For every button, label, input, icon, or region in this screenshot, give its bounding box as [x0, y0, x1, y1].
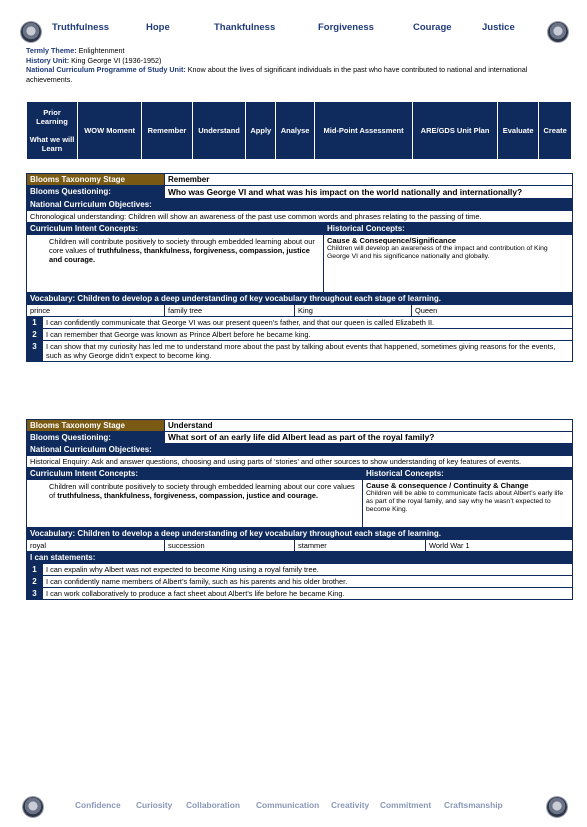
blooms-stage-label: Blooms Taxonomy Stage	[27, 174, 165, 186]
value-craftsmanship: Craftsmanship	[444, 800, 503, 810]
school-values-header	[40, 22, 547, 38]
statement-number: 1	[27, 564, 43, 576]
value-hope: Hope	[146, 22, 170, 33]
historical-concepts-label: Historical Concepts:	[363, 468, 573, 480]
statement-number: 2	[27, 576, 43, 588]
i-can-statement: I can expalin why Albert was not expected to become King using a royal family tree.	[43, 564, 573, 576]
statement-number: 3	[27, 588, 43, 600]
progression-analyse: Analyse	[276, 102, 315, 160]
progression-evaluate: Evaluate	[498, 102, 539, 160]
blooms-questioning-value: Who was George VI and what was his impact on the world nationally and internationally?	[165, 186, 573, 199]
vocab-word: prince	[27, 305, 165, 317]
blooms-questioning-value: What sort of an early life did Albert lead as part of the royal family?	[165, 432, 573, 444]
progression-create: Create	[539, 102, 572, 160]
curriculum-intent-text: Children will contribute positively to society through embedded learning about our core values of truthfulness, thankfulness, forgiveness, compassion, justice and courage.	[27, 480, 363, 528]
value-communication: Communication	[256, 800, 320, 810]
value-courage: Courage	[413, 22, 452, 33]
nc-objectives-label: National Curriculum Objectives:	[27, 444, 573, 456]
i-can-statement: I can confidently name members of Albert’s family, such as his parents and his older brother.	[43, 576, 573, 588]
progression-understand: Understand	[192, 102, 246, 160]
value-curiosity: Curiosity	[136, 800, 173, 810]
historical-concepts-label: Historical Concepts:	[324, 223, 573, 235]
vocab-word: stammer	[295, 540, 426, 551]
vocabulary-label: Vocabulary: Children to develop a deep understanding of key vocabulary throughout each stage of learning.	[27, 293, 573, 305]
curriculum-intent-text: Children will contribute positively to society through embedded learning about our core values of truthfulness, thankfulness, forgiveness, compassion, justice and courage.	[27, 235, 324, 293]
vocabulary-label: Vocabulary: Children to develop a deep understanding of key vocabulary throughout each stage of learning.	[27, 528, 573, 540]
value-confidence: Confidence	[75, 800, 121, 810]
value-collaboration: Collaboration	[186, 800, 240, 810]
value-justice: Justice	[482, 22, 515, 33]
statement-number: 2	[27, 329, 43, 341]
unit-block-remember	[26, 173, 573, 362]
curriculum-intent-label: Curriculum Intent Concepts:	[27, 223, 324, 235]
blooms-stage-label: Blooms Taxonomy Stage	[27, 420, 165, 432]
i-can-statement: I can remember that George was known as Prince Albert before he became king.	[43, 329, 573, 341]
blooms-stage-value: Remember	[165, 174, 573, 186]
vocab-word: family tree	[165, 305, 295, 317]
school-values-footer	[60, 800, 527, 814]
progression-prior-learning: Prior Learning What we will Learn	[27, 102, 78, 160]
learning-progression-bar	[26, 101, 572, 160]
history-unit-value: King George VI (1936-1952)	[71, 55, 162, 65]
vocab-word: succession	[165, 540, 295, 552]
i-can-statement: I can confidently communicate that George VI was our present queen’s father, and that our queen is called Elizabeth II.	[43, 317, 573, 329]
progression-remember: Remember	[142, 102, 192, 160]
school-crest-icon	[21, 22, 41, 42]
school-crest-icon	[23, 797, 43, 817]
vocab-word: Queen	[415, 306, 438, 315]
history-unit-label: History Unit:	[26, 55, 70, 65]
termly-theme-label: Termly Theme:	[26, 46, 77, 55]
unit-block-understand	[26, 419, 573, 600]
progression-apply: Apply	[246, 102, 276, 160]
statement-number: 1	[27, 317, 43, 329]
school-crest-icon	[547, 797, 567, 817]
value-creativity: Creativity	[331, 800, 370, 810]
nc-programme-value: Know about the lives of significant individuals in the past who have contributed to national and international achievements.	[26, 65, 528, 84]
blooms-questioning-label: Blooms Questioning:	[27, 432, 165, 444]
progression-are-gds: ARE/GDS Unit Plan	[413, 102, 498, 160]
value-truthfulness: Truthfulness	[52, 22, 110, 33]
historical-concepts-text: Cause & Consequence/Significance Children will develop an awareness of the impact and contribution of King George VI and his significance nationally and globally.	[324, 235, 573, 293]
statement-number: 3	[27, 341, 43, 362]
historical-concepts-text: Cause & consequence / Continuity & Change Children will be able to communicate facts about Albert’s early life as part of the royal family, and say why he wasn’t expected to become King.	[363, 480, 573, 528]
vocab-word: royal	[27, 540, 165, 552]
vocab-word: King	[295, 305, 412, 316]
termly-theme-value: Enlightenment	[78, 46, 125, 55]
nc-programme-label: National Curriculum Programme of Study Unit:	[26, 65, 186, 75]
i-can-statement: I can work collaboratively to produce a fact sheet about Albert’s life before he became King.	[43, 588, 573, 600]
nc-objectives-value: Historical Enquiry: Ask and answer questions, choosing and using parts of ‘stories’ and other sources to show understanding of key features of events.	[27, 456, 573, 468]
i-can-statement: I can show that my curiosity has led me to understand more about the past by talking about events that happened, sometimes giving reasons for the events, such as why George didn’t expect to become king.	[43, 341, 573, 362]
progression-wow-moment: WOW Moment	[78, 102, 142, 160]
curriculum-intent-label: Curriculum Intent Concepts:	[27, 468, 363, 480]
vocab-word: World War 1	[429, 541, 470, 550]
progression-mid-point: Mid-Point Assessment	[315, 102, 413, 160]
unit-overview	[26, 46, 566, 84]
nc-objectives-value: Chronological understanding: Children will show an awareness of the past use common words and phrases relating to the passing of time.	[27, 211, 573, 223]
value-forgiveness: Forgiveness	[318, 22, 374, 33]
blooms-stage-value: Understand	[165, 420, 573, 432]
value-commitment: Commitment	[380, 800, 432, 810]
value-thankfulness: Thankfulness	[214, 22, 276, 33]
i-can-statements-label: I can statements:	[27, 552, 573, 564]
nc-objectives-label: National Curriculum Objectives:	[27, 199, 573, 211]
school-crest-icon	[548, 22, 568, 42]
blooms-questioning-label: Blooms Questioning:	[27, 186, 165, 199]
